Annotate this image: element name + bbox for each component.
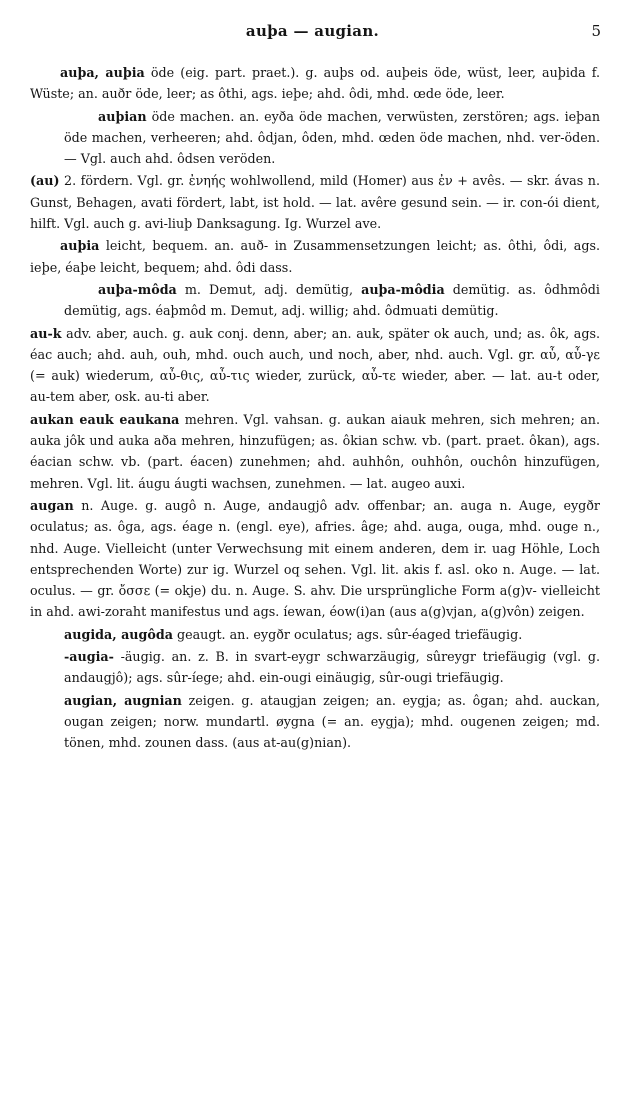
entry-text: öde (eig. part. praet.). g. auþs od. auþeis öde, wüst, leer, auþida f. Wüste; an. auðr öde, leer; as ôthi, ags. ieþe; ahd. ôdi, mhd. œde öde, leer. <box>30 65 600 102</box>
headword: au-k <box>30 325 62 341</box>
entry-text: adv. aber, auch. g. auk conj. denn, aber; an. auk, später ok auch, und; as. ôk, ags. éac auch; ahd. auh, ouh, mhd. ouch auch, und noch, aber, nhd. auch. Vgl. gr. αὖ, αὖ-γε (= auk) wiederum, αὖ-θις, αὖ-τις wieder, zurück, αὖ-τε wieder, aber. — lat. au-t oder, au-tem aber, osk. au-ti aber. <box>30 325 600 405</box>
entry-au-k <box>30 323 600 408</box>
entry-text: öde machen. an. eyða öde machen, verwüsten, zerstören; ags. ieþan öde machen, verheeren; ahd. ôdjan, ôden, mhd. œden öde machen, nhd. ver-öden. — Vgl. auch ahd. ôdsen veröden. <box>64 108 600 167</box>
headword-secondary: auþa-môdia <box>361 281 445 297</box>
headword: -augia- <box>64 649 114 665</box>
headword: auþian <box>98 108 147 124</box>
entry-text: m. Demut, adj. demütig, <box>176 281 362 297</box>
running-head: auþa — augian. <box>245 22 380 40</box>
entry-augida <box>30 624 600 645</box>
headword: augida, augôda <box>64 626 173 642</box>
entry-text: 2. fördern. Vgl. gr. ἐνηής wohlwollend, mild (Homer) aus ἐν + avês. — skr. ávas n. Gunst, Behagen, avati fördert, labt, ist hold. — lat. avêre gesund sein. — ir. con-ói dient, hilft. Vgl. auch g. avi-liuþ Danksagung. Ig. Wurzel ave. <box>30 173 600 232</box>
entry-text: zeigen. g. ataugjan zeigen; an. eygja; as. ôgan; ahd. auckan, ougan zeigen; norw. mundartl. øygna (= an. eygja); mhd. ougenen zeigen; md. tönen, mhd. zounen dass. (aus at-au(g)nian). <box>64 692 600 751</box>
entry-augan <box>30 495 600 623</box>
entry-text-secondary: demütig. as. ôdhmôdi demütig, ags. éaþmôd m. Demut, adj. willig; ahd. ôdmuati demütig. <box>64 281 600 319</box>
entry-text: -äugig. an. z. B. in svart-eygr schwarzäugig, sûreygr triefäugig (vgl. g. andaugjô); ags. sûr-íege; ahd. ein-ougi einäugig, sûr-ougi triefäugig. <box>64 649 600 686</box>
entry-augian <box>30 690 600 754</box>
entry-text: leicht, bequem. an. auð- in Zusammensetzungen leicht; as. ôthi, ôdi, ags. ieþe, éaþe leicht, bequem; ahd. ôdi dass. <box>30 238 600 275</box>
entry-aupa <box>30 62 600 105</box>
entry-aupia <box>30 235 600 278</box>
headword: auþa, auþia <box>60 65 145 80</box>
headword: aukan eauk eaukana <box>30 411 180 427</box>
entry-aupa-moda <box>30 279 600 322</box>
entry-text: mehren. Vgl. vahsan. g. aukan aiauk mehren, sich mehren; an. auka jôk und auka aða mehren, hinzufügen; as. ôkian schw. vb. (part. praet. ôkan), ags. éacian schw. vb. (part. éacen) zunehmen; ahd. auhhôn, ouhhôn, ouchôn hinzufügen, mehren. Vgl. lit. áugu áugti wachsen, zunehmen. — lat. augeo auxi. <box>30 411 600 491</box>
page-number: 5 <box>591 22 601 40</box>
entry-aukan <box>30 409 600 494</box>
entry-aupian <box>30 106 600 170</box>
headword: augan <box>30 497 74 513</box>
entry-augia <box>30 646 600 689</box>
entry-au-2 <box>30 170 600 234</box>
headword: auþia <box>60 238 100 254</box>
headword: augian, augnian <box>64 692 182 708</box>
entry-text: n. Auge. g. augô n. Auge, andaugjô adv. offenbar; an. auga n. Auge, eygðr oculatus; as. ôga, ags. éage n. (engl. eye), afries. âge; ahd. auga, ouga, mhd. ouge n., nhd. Auge. Vielleicht (unter Verwechsung mit einem anderen, dem ir. uag Höhle, Loch entsprechenden Worte) zur ig. Wurzel oq sehen. Vgl. lit. akis f. asl. oko n. Auge. — lat. oculus. — gr. ὄσσε (= okje) du. n. Auge. S. ahv. Die ursprüngliche Form a(g)v- vielleicht in ahd. awi-zoraht manifestus und ags. íewan, éow(i)an (aus a(g)vjan, a(g)vôn) zeigen. <box>30 497 600 620</box>
headword: (au) <box>30 173 60 189</box>
headword: auþa-môda <box>98 281 177 297</box>
dictionary-content <box>30 62 600 755</box>
page-header <box>0 22 625 48</box>
entry-text: geaugt. an. eygðr oculatus; ags. sûr-éaged triefäugig. <box>172 626 523 642</box>
